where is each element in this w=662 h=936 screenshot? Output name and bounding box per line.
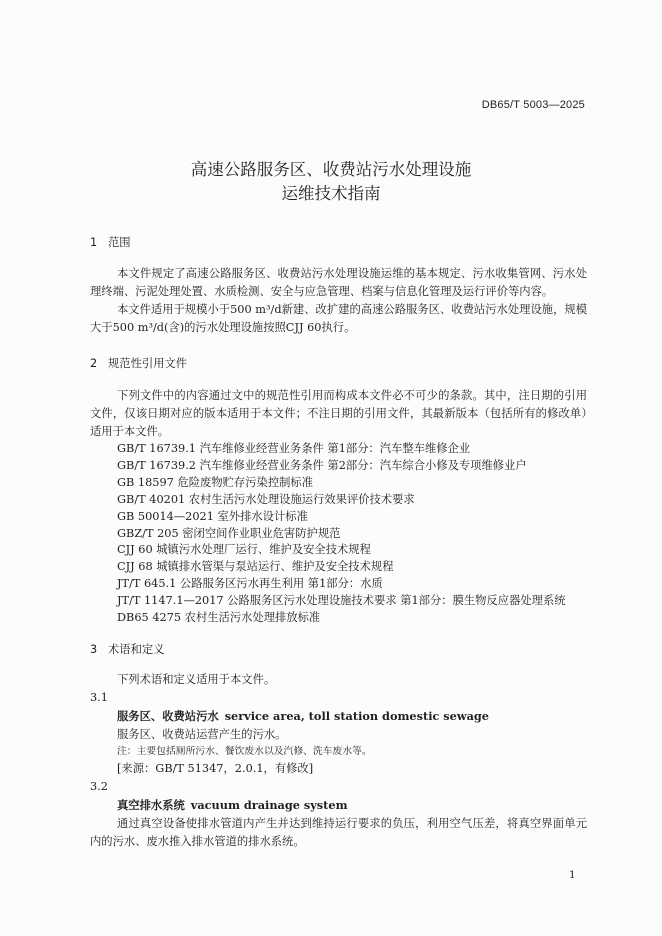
section-number: 2 bbox=[90, 357, 98, 370]
document-code: DB65/T 5003—2025 bbox=[481, 99, 585, 111]
scope-paragraph-2: 本文件适用于规模小于500 m³/d新建、改扩建的高速公路服务区、收费站污水处理设施，规模大于500 m³/d(含)的污水处理设施按照CJJ 60执行。 bbox=[90, 303, 587, 334]
reference-item: CJJ 68 城镇排水管渠与泵站运行、维护及安全技术规程 bbox=[117, 560, 394, 574]
term-heading bbox=[90, 707, 587, 726]
term-definition: 服务区、收费站运营产生的污水。 bbox=[117, 727, 287, 741]
section-number: 3 bbox=[90, 642, 98, 656]
section-1-heading bbox=[90, 234, 587, 252]
references-intro: 下列文件中的内容通过文中的规范性引用而构成本文件必不可少的条款。其中，注日期的引用文件，仅该日期对应的版本适用于本文件；不注日期的引用文件，其最新版本（包括所有的修改单）适用于本文件。 bbox=[90, 389, 587, 438]
title-line-2: 运维技术指南 bbox=[281, 184, 381, 203]
reference-item: GB 18597 危险废物贮存污染控制标准 bbox=[117, 475, 314, 489]
section-2-heading bbox=[90, 355, 587, 373]
term-english: vacuum drainage system bbox=[190, 797, 348, 812]
scope-paragraph-1: 本文件规定了高速公路服务区、收费站污水处理设施运维的基本规定、污水收集管网、污水处理终端、污泥处理处置、水质检测、安全与应急管理、档案与信息化管理及运行评价等内容。 bbox=[90, 267, 587, 298]
section-title: 术语和定义 bbox=[108, 642, 165, 656]
reference-list bbox=[90, 441, 587, 627]
section-number: 1 bbox=[90, 236, 98, 249]
term-number: 3.1 bbox=[90, 690, 108, 704]
reference-item: GB/T 16739.1 汽车维修业经营业务条件 第1部分：汽车整车维修企业 bbox=[117, 442, 471, 455]
document-body bbox=[90, 234, 587, 851]
terms-intro: 下列术语和定义适用于本文件。 bbox=[117, 672, 276, 686]
term-chinese: 真空排水系统 bbox=[117, 798, 185, 812]
reference-item: GBZ/T 205 密闭空间作业职业危害防护规范 bbox=[117, 526, 341, 540]
term-definition: 通过真空设备使排水管道内产生并达到维持运行要求的负压，利用空气压差，将真空界面单元内的污水、废水推入排水管道的排水系统。 bbox=[90, 816, 587, 848]
title-line-1: 高速公路服务区、收费站污水处理设施 bbox=[190, 160, 472, 179]
section-title: 范围 bbox=[108, 236, 131, 249]
reference-item: GB/T 40201 农村生活污水处理设施运行效果评价技术要求 bbox=[117, 492, 415, 506]
term-english: service area, toll station domestic sewage bbox=[224, 708, 489, 723]
reference-item: JT/T 645.1 公路服务区污水再生利用 第1部分：水质 bbox=[117, 577, 383, 591]
term-heading bbox=[90, 796, 587, 815]
document-title bbox=[0, 158, 662, 206]
reference-item: JT/T 1147.1—2017 公路服务区污水处理设施技术要求 第1部分：膜生物反应器处理系统 bbox=[117, 594, 566, 608]
term-entry-3-1 bbox=[90, 689, 587, 778]
term-source: [来源：GB/T 51347，2.0.1，有修改] bbox=[117, 761, 314, 775]
reference-item: GB 50014—2021 室外排水设计标准 bbox=[117, 509, 308, 523]
term-entry-3-2 bbox=[90, 778, 587, 851]
page-number: 1 bbox=[569, 869, 576, 881]
section-3-heading bbox=[90, 641, 587, 659]
term-number: 3.2 bbox=[90, 779, 108, 793]
reference-item: DB65 4275 农村生活污水处理排放标准 bbox=[117, 611, 321, 625]
term-chinese: 服务区、收费站污水 bbox=[117, 709, 219, 723]
reference-item: CJJ 60 城镇污水处理厂运行、维护及安全技术规程 bbox=[117, 543, 371, 557]
term-note: 注：主要包括厕所污水、餐饮废水以及汽修、洗车废水等。 bbox=[117, 745, 372, 757]
section-title: 规范性引用文件 bbox=[108, 357, 188, 370]
reference-item: GB/T 16739.2 汽车维修业经营业务条件 第2部分：汽车综合小修及专项维修业户 bbox=[117, 458, 527, 472]
